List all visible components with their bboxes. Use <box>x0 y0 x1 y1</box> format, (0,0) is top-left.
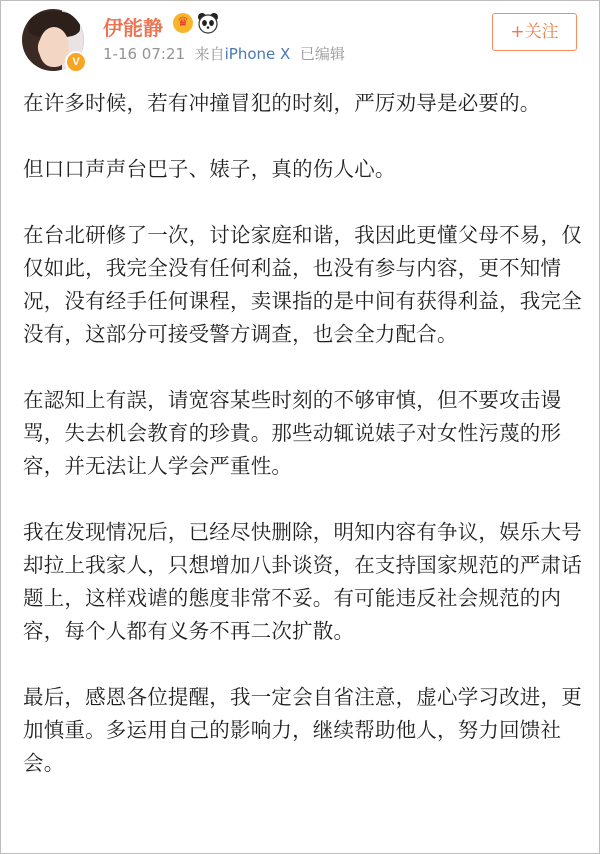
post-date: 1-16 07:21 <box>103 45 186 63</box>
follow-button[interactable]: +关注 <box>492 13 577 51</box>
panda-icon <box>197 12 219 34</box>
verified-badge-icon: V <box>65 51 87 73</box>
post-header <box>1 1 600 81</box>
post-paragraph: 但口口声声台巴子、婊子，真的伤人心。 <box>23 157 396 181</box>
post-paragraph: 在台北研修了一次，讨论家庭和谐，我因此更懂父母不易，仅仅如此，我完全没有任何利益，也没有参与内容，更不知情况，没有经手任何课程，卖课指的是中间有获得利益，我完全没有，这部分可接受警方调查，也会全力配合。 <box>23 223 582 346</box>
source-prefix: 来自 <box>194 45 225 63</box>
post-paragraph: 在许多时候，若有冲撞冒犯的时刻，严厉劝导是必要的。 <box>23 91 541 115</box>
crown-icon: ♛ <box>173 13 193 33</box>
post-body <box>23 87 583 813</box>
source-link[interactable]: iPhone X <box>224 45 291 63</box>
post-paragraph: 在認知上有誤，请宽容某些时刻的不够审慎，但不要攻击谩骂，失去机会教育的珍貴。那些动辄说婊子对女性污蔑的形容，并无法让人学会严重性。 <box>23 388 562 478</box>
post-meta <box>103 43 345 64</box>
edited-label[interactable]: 已编辑 <box>299 45 345 63</box>
post-paragraph: 我在发现情况后，已经尽快删除，明知内容有争议，娱乐大号却拉上我家人，只想增加八卦谈资，在支持国家规范的严肃话题上，这样戏谑的態度非常不妥。有可能违反社会规范的内容，每个人都有义务不再二次扩散。 <box>23 520 582 643</box>
post-paragraph: 最后，感恩各位提醒，我一定会自省注意，虚心学习改进，更加慎重。多运用自己的影响力，继续帮助他人，努力回馈社会。 <box>23 685 582 775</box>
author-name[interactable]: 伊能静 <box>103 16 163 40</box>
